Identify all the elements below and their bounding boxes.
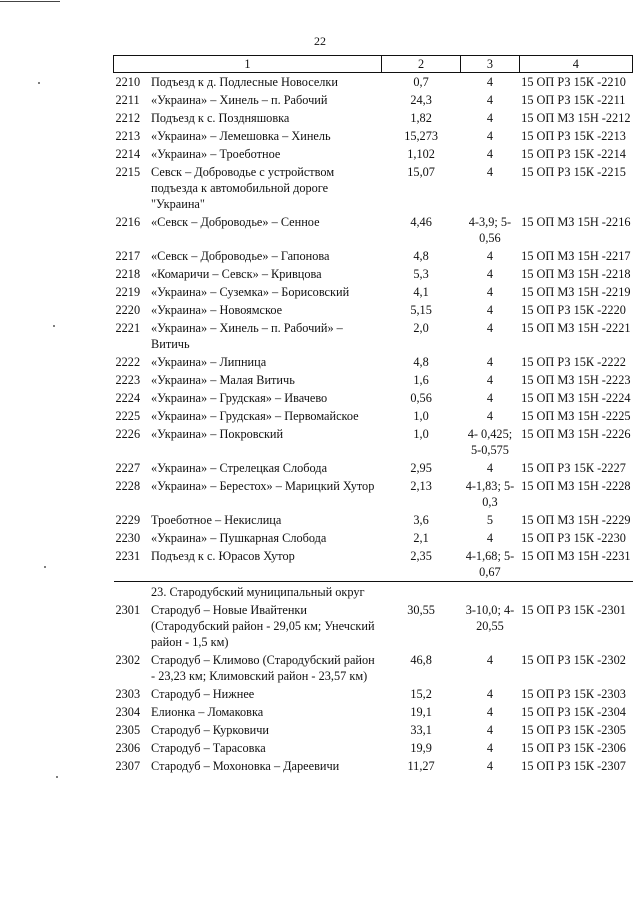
road-name: Стародуб – Новые Ивайтенки (Стародубский район - 29,05 км; Унечский район - 1,5 км) [151,603,375,649]
section-title: 23. Стародубский муниципальный округ [149,582,381,602]
row-code: 2306 [115,741,141,755]
road-category: 4 [486,165,494,179]
road-id: 15 ОП РЗ 15К -2220 [521,303,626,317]
road-category: 4 [486,391,494,405]
table-body-region-23 [114,601,633,775]
scan-speck [38,82,40,84]
road-category: 4 [486,303,494,317]
road-length: 15,273 [404,129,439,143]
road-category: 4 [486,129,494,143]
table-row [114,425,633,459]
road-id: 15 ОП РЗ 15К -2307 [521,759,626,773]
road-name: Подъезд к с. Юрасов Хутор [151,549,295,563]
road-id: 15 ОП РЗ 15К -2213 [521,129,626,143]
table-row [114,127,633,145]
road-name: Елионка – Ломаковка [151,705,264,719]
road-name: «Севск – Доброводье» – Гапонова [151,249,330,263]
roads-table [113,55,633,775]
road-length: 4,46 [410,215,432,229]
row-code: 2220 [115,303,141,317]
row-code: 2304 [115,705,141,719]
road-id: 15 ОП РЗ 15К -2303 [521,687,626,701]
road-category: 4 [486,531,494,545]
road-name: «Украина» – Лемешовка – Хинель [151,129,331,143]
table-row [114,283,633,301]
road-name: «Украина» – Пушкарная Слобода [151,531,327,545]
row-code: 2221 [115,321,141,335]
road-id: 15 ОП РЗ 15К -2302 [521,653,626,667]
scan-edge-line [0,1,60,2]
road-name: Стародуб – Нижнее [151,687,255,701]
road-name: Стародуб – Тарасовка [151,741,266,755]
road-length: 15,2 [410,687,432,701]
table-row [114,685,633,703]
road-length: 46,8 [410,653,432,667]
road-length: 0,7 [413,75,429,89]
row-code: 2228 [115,479,141,493]
row-code: 2229 [115,513,141,527]
road-name: «Украина» – Грудская» – Первомайское [151,409,359,423]
road-name: «Украина» – Покровский [151,427,284,441]
road-id: 15 ОП РЗ 15К -2222 [521,355,626,369]
page-number: 22 [314,34,326,48]
road-length: 0,56 [410,391,432,405]
road-name: «Украина» – Суземка» – Борисовский [151,285,350,299]
road-length: 1,0 [413,427,429,441]
table-header-row [114,56,633,73]
road-name: «Украина» – Берестох» – Марицкий Хутор [151,479,375,493]
road-length: 15,07 [407,165,435,179]
road-length: 11,27 [407,759,435,773]
road-category: 4 [486,409,494,423]
road-id: 15 ОП РЗ 15К -2301 [521,603,626,617]
road-id: 15 ОП МЗ 15Н -2221 [521,321,631,335]
road-category: 4 [486,93,494,107]
road-id: 15 ОП РЗ 15К -2215 [521,165,626,179]
road-name: Подъезд к с. Поздняшовка [151,111,290,125]
row-code: 2222 [115,355,141,369]
row-code: 2212 [115,111,141,125]
table-row [114,163,633,213]
row-code: 2231 [115,549,141,563]
table-row [114,247,633,265]
row-code: 2213 [115,129,141,143]
road-length: 1,102 [407,147,435,161]
road-length: 1,6 [413,373,429,387]
table-row [114,547,633,582]
road-id: 15 ОП МЗ 15Н -2224 [521,391,631,405]
row-code: 2224 [115,391,141,405]
row-code: 2216 [115,215,141,229]
road-category: 4 [486,285,494,299]
table-row [114,301,633,319]
road-id: 15 ОП РЗ 15К -2211 [521,93,626,107]
table-row [114,511,633,529]
table-row [114,109,633,127]
road-name: «Украина» – Троеботное [151,147,281,161]
road-length: 30,55 [407,603,435,617]
road-category: 4 [486,687,494,701]
row-code: 2223 [115,373,141,387]
road-id: 15 ОП МЗ 15Н -2216 [521,215,631,229]
road-length: 19,1 [410,705,432,719]
road-name: Стародуб – Климово (Стародубский район - 23,23 км; Климовский район - 23,57 км) [151,653,375,683]
road-name: «Украина» – Грудская» – Ивачево [151,391,328,405]
road-name: «Украина» – Стрелецкая Слобода [151,461,328,475]
road-id: 15 ОП МЗ 15Н -2219 [521,285,631,299]
road-category: 4 [486,75,494,89]
road-name: Стародуб – Курковичи [151,723,270,737]
scan-speck [53,325,55,327]
row-code: 2230 [115,531,141,545]
road-id: 15 ОП МЗ 15Н -2217 [521,249,631,263]
road-length: 2,1 [413,531,429,545]
row-code: 2303 [115,687,141,701]
road-id: 15 ОП РЗ 15К -2227 [521,461,626,475]
row-code: 2215 [115,165,141,179]
road-category: 4-1,83; 5-0,3 [465,479,515,509]
road-id: 15 ОП МЗ 15Н -2225 [521,409,631,423]
road-length: 4,8 [413,355,429,369]
section-row [114,582,633,602]
road-length: 4,1 [413,285,429,299]
road-category: 4- 0,425; 5-0,575 [467,427,513,457]
row-code: 2301 [115,603,141,617]
road-id: 15 ОП МЗ 15Н -2223 [521,373,631,387]
road-name: «Севск – Доброводье» – Сенное [151,215,320,229]
road-length: 2,35 [410,549,432,563]
table-row [114,265,633,283]
table-row [114,407,633,425]
road-id: 15 ОП МЗ 15Н -2228 [521,479,631,493]
road-category: 4-3,9; 5-0,56 [468,215,512,245]
row-code: 2219 [115,285,141,299]
road-id: 15 ОП РЗ 15К -2210 [521,75,626,89]
road-id: 15 ОП МЗ 15Н -2212 [521,111,631,125]
road-length: 19,9 [410,741,432,755]
table-row [114,651,633,685]
row-code: 2218 [115,267,141,281]
road-name: Севск – Доброводье с устройством подъезда к автомобильной дороге "Украина" [151,165,335,211]
table-body-region-22 [114,73,633,582]
road-length: 1,82 [410,111,432,125]
table-row [114,739,633,757]
road-name: Подъезд к д. Подлесные Новоселки [151,75,338,89]
row-code: 2302 [115,653,141,667]
table-row [114,477,633,511]
road-length: 3,6 [413,513,429,527]
road-id: 15 ОП РЗ 15К -2230 [521,531,626,545]
column-header-3: 3 [461,56,519,73]
road-length: 33,1 [410,723,432,737]
road-length: 5,15 [410,303,432,317]
road-length: 2,13 [410,479,432,493]
table-row [114,91,633,109]
table-row [114,459,633,477]
table-row [114,389,633,407]
row-code: 2214 [115,147,141,161]
table-row [114,529,633,547]
table-row [114,319,633,353]
road-category: 4 [486,741,494,755]
table-row [114,145,633,163]
road-id: 15 ОП МЗ 15Н -2226 [521,427,631,441]
row-code: 2211 [115,93,140,107]
column-header-4: 4 [519,56,632,73]
table-row [114,601,633,651]
table-row [114,73,633,92]
road-category: 4 [486,355,494,369]
column-header-2: 2 [381,56,460,73]
table-row [114,371,633,389]
road-category: 4 [486,759,494,773]
road-category: 4 [486,321,494,335]
road-name: «Украина» – Хинель – п. Рабочий» – Витичь [151,321,343,351]
road-length: 24,3 [410,93,432,107]
road-length: 4,8 [413,249,429,263]
road-id: 15 ОП МЗ 15Н -2229 [521,513,631,527]
road-name: «Украина» – Хинель – п. Рабочий [151,93,328,107]
road-length: 5,3 [413,267,429,281]
row-code: 2225 [115,409,141,423]
table-row [114,213,633,247]
road-length: 2,0 [413,321,429,335]
column-header-1: 1 [114,56,382,73]
row-code: 2210 [115,75,141,89]
table-row [114,757,633,775]
road-length: 2,95 [410,461,432,475]
row-code: 2217 [115,249,141,263]
road-category: 4 [486,705,494,719]
table-row [114,721,633,739]
road-category: 4 [486,267,494,281]
road-category: 4 [486,373,494,387]
road-id: 15 ОП РЗ 15К -2214 [521,147,626,161]
row-code: 2227 [115,461,141,475]
section-header-body [114,582,633,602]
row-code: 2226 [115,427,141,441]
row-code: 2307 [115,759,141,773]
row-code: 2305 [115,723,141,737]
scan-speck [56,776,58,778]
road-id: 15 ОП МЗ 15Н -2218 [521,267,631,281]
road-id: 15 ОП РЗ 15К -2306 [521,741,626,755]
road-category: 4 [486,653,494,667]
road-category: 4 [486,147,494,161]
table-row [114,353,633,371]
road-length: 1,0 [413,409,429,423]
road-category: 4 [486,249,494,263]
road-category: 5 [486,513,494,527]
road-category: 4-1,68; 5-0,67 [465,549,515,579]
road-name: «Комаричи – Севск» – Кривцова [151,267,322,281]
road-category: 4 [486,461,494,475]
road-name: Троеботное – Некислица [151,513,282,527]
road-name: Стародуб – Мохоновка – Дареевичи [151,759,340,773]
table-row [114,703,633,721]
road-name: «Украина» – Липница [151,355,267,369]
scan-speck [44,566,46,568]
road-id: 15 ОП РЗ 15К -2305 [521,723,626,737]
road-id: 15 ОП РЗ 15К -2304 [521,705,626,719]
road-id: 15 ОП МЗ 15Н -2231 [521,549,631,563]
road-category: 4 [486,723,494,737]
road-category: 3-10,0; 4-20,55 [465,603,515,633]
road-name: «Украина» – Новоямское [151,303,283,317]
road-name: «Украина» – Малая Витичь [151,373,295,387]
road-category: 4 [486,111,494,125]
